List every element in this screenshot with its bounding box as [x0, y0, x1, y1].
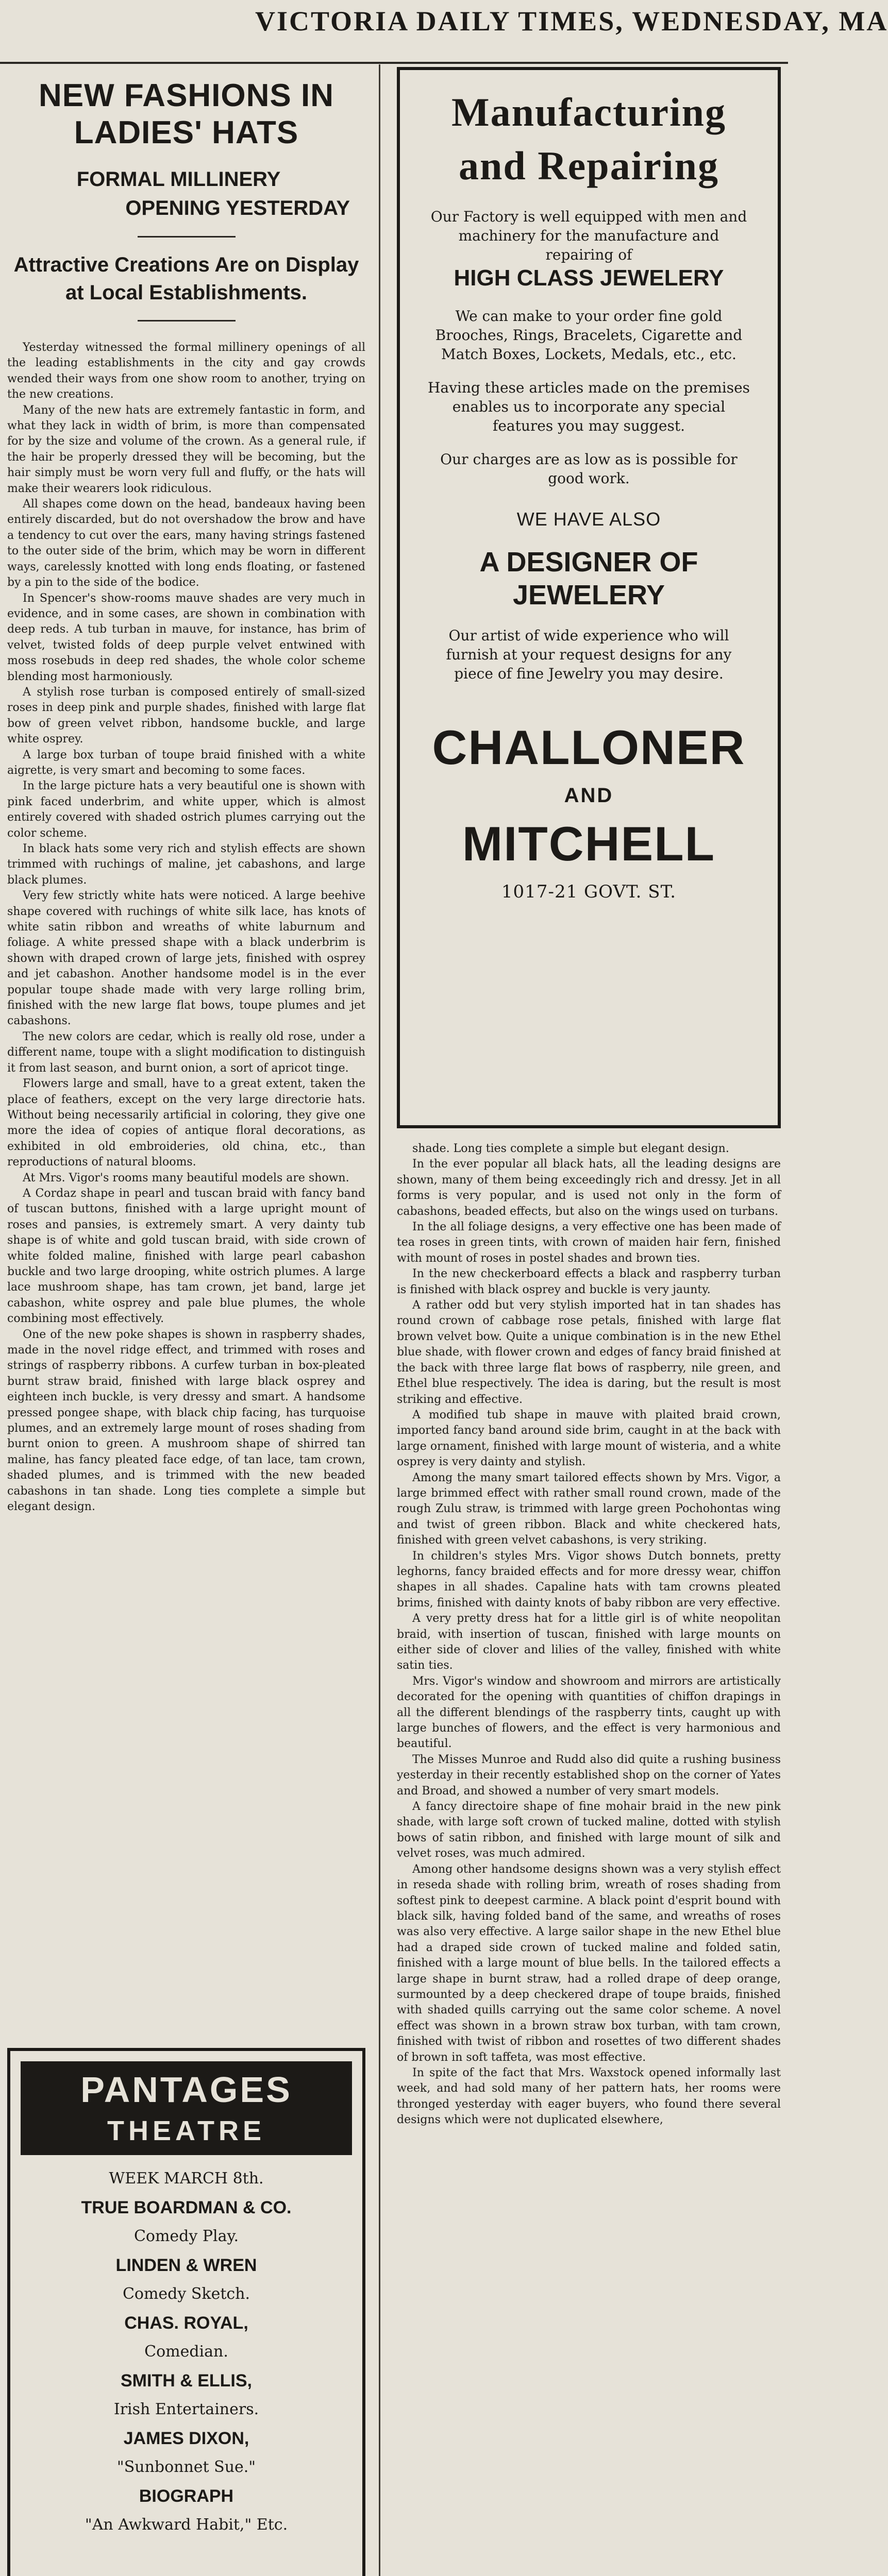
article-paragraph: A fancy directoire shape of fine mohair braid in the new pink shade, with large soft crown of tucked maline, dotted with stylish bows of satin ribbon, and finished with large mount of silk and velvet roses, was much admired. [397, 1800, 781, 1860]
ad-para-4: Our charges are as low as is possible for good work. [440, 451, 738, 487]
pantages-program-line: "Sunbonnet Sue." [116, 2458, 256, 2476]
pantages-program-line: JAMES DIXON, [123, 2429, 249, 2448]
article-column-left [7, 67, 365, 2107]
article-paragraph: A large box turban of toupe braid finished with a white aigrette, is very smart and becoming to some faces. [7, 748, 365, 777]
article-paragraph: In the all foliage designs, a very effective one has been made of tea roses in green tints, with crown of maiden hair fern, finished with mount of roses in postel shades and brown ties. [397, 1221, 781, 1265]
ad-designer-line-2: JEWELERY [512, 580, 665, 611]
article-body-right [397, 1141, 781, 2576]
article-deck: Attractive Creations Are on Display at Local Establishments. [13, 253, 359, 304]
pantages-program-line: Irish Entertainers. [113, 2400, 259, 2418]
pantages-program-line: LINDEN & WREN [115, 2256, 257, 2275]
article-paragraph: shade. Long ties complete a simple but elegant design. [412, 1142, 729, 1155]
article-paragraph: In Spencer's show-rooms mauve shades are very much in evidence, and in some cases, are shown in combination with deep reds. A tub turban in mauve, for instance, has brim of velvet, twisted folds of deep purple velvet entwined with moss rosebuds in deep red shades, the whole color scheme blending most harmoniously. [7, 591, 365, 683]
article-paragraph: In the ever popular all black hats, all the leading designs are shown, many of them being exceedingly rich and dressy. Jet in all forms is very popular, and is used not only in the form of cabashons, beaded effects, but also on the wings used on turbans. [397, 1158, 781, 1218]
pantages-program-line: "An Awkward Habit," Etc. [85, 2516, 288, 2534]
ad-para-5: Our artist of wide experience who will furnish at your request designs for any piece of fine Jewelry you may desire. [446, 627, 732, 682]
ad-title-line-1: Manufacturing [451, 90, 726, 134]
column-rule [379, 64, 380, 2576]
ad-para-3: Having these articles made on the premises enables us to incorporate any special features you may suggest. [427, 379, 750, 434]
article-paragraph: The Misses Munroe and Rudd also did quite a rushing business yesterday in their recently established shop on the corner of Yates and Broad, and showed a number of very smart models. [397, 1753, 781, 1798]
ad-we-have-also: WE HAVE ALSO [516, 509, 661, 530]
pantages-program-line: WEEK MARCH 8th. [109, 2170, 264, 2188]
article-paragraph: Yesterday witnessed the formal millinery openings of all the leading establishments in the city and gay crowds wended their ways from one show room to another, trying on the new creations. [7, 341, 365, 401]
ad-address: 1017-21 GOVT. ST. [501, 882, 677, 902]
ad-designer-line-1: A DESIGNER OF [479, 547, 698, 578]
article-column-right [397, 1141, 781, 2576]
ad-para-1: Our Factory is well equipped with men and machinery for the manufacture and repairing of [430, 208, 747, 263]
article-paragraph: Mrs. Vigor's window and showroom and mirrors are artistically decorated for the opening with quantities of chiffon drapings in all the different blendings of the raspberry tints, caught up with large bunches of flowers, and the effect is very harmonious and beautiful. [397, 1674, 781, 1751]
article-paragraph: In children's styles Mrs. Vigor shows Dutch bonnets, pretty leghorns, fancy braided effects and for more dressy wear, chiffon shapes in all shades. Capaline hats with tam crowns pleated brims, finished with dainty knots of baby ribbon are very effective. [397, 1549, 781, 1609]
article-paragraph: At Mrs. Vigor's rooms many beautiful models are shown. [23, 1171, 349, 1184]
pantages-program-line: SMITH & ELLIS, [121, 2371, 252, 2391]
pantages-title: PANTAGES [21, 2061, 352, 2113]
article-headline: NEW FASHIONS IN LADIES' HATS [38, 78, 334, 150]
masthead [0, 0, 888, 64]
ad-firm-and: AND [564, 784, 614, 807]
pantages-theatre-ad [7, 2048, 365, 2576]
article-paragraph: A rather odd but very stylish imported hat in tan shades has round crown of cabbage rose petals, finished with large flat brown velvet bow. Quite a unique combination is in the new Ethel blue shade, with flower crown and edges of fancy braid finished at the back with three large flat bows of raspberry, nile green, and Ethel blue respectively. The idea is daring, but the result is most striking and effective. [397, 1299, 781, 1406]
article-paragraph: One of the new poke shapes is shown in raspberry shades, made in the novel ridge effect, and trimmed with roses and strings of raspberry ribbons. A curfew turban in box-pleated burnt straw braid, finished with large black osprey and eighteen inch buckle, is very dressy and smart. A handsome pressed pongee shape, with black chip facing, has turquoise plumes, and an extremely large mount of roses shading from burnt onion to green. A mushroom shape of shirred tan maline, has fancy pleated face edge, of tan lace, tam crown, shaded plumes, and is trimmed with the new beaded cabashons in tan shade. Long ties complete a simple but elegant design. [7, 1328, 365, 1514]
article-paragraph: A Cordaz shape in pearl and tuscan braid with fancy band of tuscan buttons, finished with a large upright mount of roses and pansies, is extremely smart. A very dainty tub shape is of white and gold tuscan braid, with side crown of white folded maline, finished with large pearl cabashon buckle and two large drooping, white ostrich plumes. A large lace mushroom shape, has tam crown, jet band, large jet cabashon, white osprey and pale blue plumes, the whole combining most effectively. [7, 1187, 365, 1326]
ad-high-class: HIGH CLASS JEWELERY [454, 265, 724, 291]
article-paragraph: Flowers large and small, have to a great extent, taken the place of feathers, except on the very large directorie hats. Without being necessarily artificial in coloring, they give one more the idea of copies of antique floral decorations, as exhibited in old embroideries, old china, etc., than reproductions of natural blooms. [7, 1077, 365, 1169]
article-paragraph: Among the many smart tailored effects shown by Mrs. Vigor, a large brimmed effect with rather small round crown, made of the rough Zulu straw, is trimmed with large green Pochohontas wing and twist of green ribbon. Black and white checkered hats, finished with green velvet cabashons, is very striking. [397, 1471, 781, 1547]
article-paragraph: Many of the new hats are extremely fantastic in form, and what they lack in width of brim, is more than compensated for by the size and volume of the crown. As a general rule, if the hair be properly dressed they will be becoming, but the hair simply must be worn very full and fluffy, or the hats will make their wearers look ridiculous. [7, 403, 365, 495]
article-paragraph: All shapes come down on the head, bandeaux having been entirely discarded, but do not overshadow the brow and have a tendency to cut over the ears, many having strings fastened to the outer side of the brim, which may be worn in different ways, carelessly knotted with long ends floating, or fastened by a pin to the side of the bodice. [7, 498, 365, 589]
subhead-line-2: OPENING YESTERDAY [125, 197, 350, 219]
ad-firm-name-2: MITCHELL [462, 817, 716, 871]
ad-para-2: We can make to your order fine gold Brooches, Rings, Bracelets, Cigarette and Match Boxes, Lockets, Medals, etc., etc. [435, 308, 743, 363]
article-body-left [7, 340, 365, 2107]
article-subhead [7, 165, 365, 223]
pantages-program-line: Comedy Play. [133, 2227, 239, 2245]
pantages-program-line: TRUE BOARDMAN & CO. [81, 2198, 292, 2217]
divider [138, 320, 236, 321]
pantages-program-line: CHAS. ROYAL, [124, 2313, 248, 2333]
newspaper-masthead: VICTORIA DAILY TIMES, WEDNESDAY, MA [255, 6, 888, 37]
article-paragraph: In black hats some very rich and stylish effects are shown trimmed with ruchings of maline, jet cabashons, and large black plumes. [7, 842, 365, 887]
article-paragraph: In the large picture hats a very beautiful one is shown with pink faced underbrim, and white upper, which is almost entirely covered with shaded ostrich plumes carrying out the color scheme. [7, 779, 365, 840]
article-paragraph: In spite of the fact that Mrs. Waxstock opened informally last week, and had sold many of her pattern hats, her rooms were thronged yesterday with eager buyers, who found there several designs which were not duplicated elsewhere, [397, 2066, 781, 2127]
divider [138, 236, 236, 238]
pantages-subtitle: THEATRE [21, 2113, 352, 2155]
ad-title-line-2: and Repairing [459, 143, 719, 188]
article-paragraph: A very pretty dress hat for a little girl is of white neopolitan braid, with insertion of tuscan, finished with large mounts on either side of clover and lilies of the valley, finished with white satin ties. [397, 1612, 781, 1672]
pantages-program-line: Comedy Sketch. [122, 2285, 250, 2303]
subhead-line-1: FORMAL MILLINERY [76, 168, 281, 191]
pantages-program-line: BIOGRAPH [139, 2486, 234, 2506]
ad-firm-name-1: CHALLONER [432, 720, 746, 774]
pantages-program [21, 2164, 352, 2539]
article-paragraph: In the new checkerboard effects a black and raspberry turban is finished with black osprey and buckle is very jaunty. [397, 1267, 781, 1296]
pantages-program-line: Comedian. [144, 2343, 228, 2361]
article-paragraph: A stylish rose turban is composed entirely of small-sized roses in deep pink and purple shades, finished with large flat bow of green velvet ribbon, handsome buckle, and large white osprey. [7, 685, 365, 746]
article-paragraph: Very few strictly white hats were noticed. A large beehive shape covered with ruchings of white silk lace, has knots of white satin ribbon and wreaths of white laburnum and foliage. A white pressed shape with a black underbrim is shown with draped crown of large jets, finished with osprey and jet cabashon. Another handsome model is in the ever popular toupe shade made with very large rolling brim, finished with the new large flat bows, toupe plumes and jet cabashons. [7, 889, 365, 1028]
article-paragraph: A modified tub shape in mauve with plaited braid crown, imported fancy band around side brim, caught in at the back with large ornament, finished with large mount of wisteria, and a white osprey is very dainty and stylish. [397, 1408, 781, 1469]
article-paragraph: Among other handsome designs shown was a very stylish effect in reseda shade with rolling brim, wreath of roses shading from softest pink to deepest carmine. A black point d'esprit bound with black silk, having folded band of the same, and wreaths of roses was also very effective. A large sailor shape in the new Ethel blue had a draped side crown of tucked maline and folded satin, finished with a large mount of blue bells. In the tailored effects a large shape in burnt straw, had a rolled drape of deep orange, surmounted by a deep checkered drape of toupe braids, finished with shaded quills carrying out the same color scheme. A novel effect was shown in a brown straw box turban, with tam crown, finished with twist of ribbon and rosettes of two different shades of brown in soft taffeta, was most effective. [397, 1862, 781, 2064]
article-paragraph: The new colors are cedar, which is really old rose, under a different name, toupe with a slight modification to distinguish it from last season, and burnt onion, a sort of apricot tinge. [7, 1030, 365, 1075]
jewelry-ad [397, 67, 781, 1128]
